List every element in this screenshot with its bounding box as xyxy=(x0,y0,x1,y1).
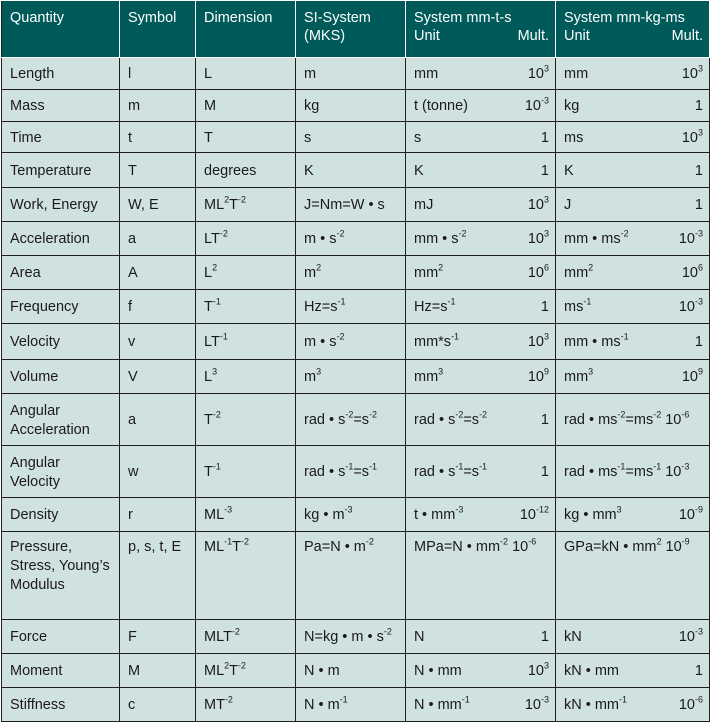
mmts-cell xyxy=(406,256,556,290)
mmts-unit: t (tonne) xyxy=(414,98,468,114)
si-unit-cell: rad • $s^{-1}=s^{-1}$ xyxy=(296,446,406,498)
quantity-cell: Density xyxy=(2,498,120,532)
header-symbol: Symbol xyxy=(120,1,196,58)
header-mmkgms-title: System mm-kg-ms xyxy=(564,10,685,26)
mmts-cell xyxy=(406,688,556,722)
mmkgms-multiplier: $10^{-3}$ xyxy=(678,230,703,247)
header-mmts-mult: Mult. xyxy=(517,28,549,44)
table-row xyxy=(2,498,710,532)
mmkgms-multiplier: $10^9$ xyxy=(681,368,703,385)
symbol-cell: l xyxy=(120,58,196,90)
si-unit-cell: rad • $s^{-2}=s^{-2}$ xyxy=(296,394,406,446)
quantity-cell: Temperature xyxy=(2,153,120,188)
symbol-cell: m xyxy=(120,90,196,122)
mmkgms-unit: GPa=kN • $mm^2$ $10^{-9}$ xyxy=(564,538,690,555)
mmts-multiplier: $10^3$ xyxy=(527,333,549,350)
table-row xyxy=(2,122,710,153)
dimension-cell: M xyxy=(196,90,296,122)
dimension-cell: $T^{-1}$ xyxy=(196,290,296,324)
mmts-unit: $Hz=s^{-1}$ xyxy=(414,298,456,315)
mmkgms-unit: rad • $ms^{-1}=ms^{-1}$ $10^{-3}$ xyxy=(564,463,690,480)
si-unit-cell: s xyxy=(296,122,406,153)
mmts-cell xyxy=(406,58,556,90)
header-quantity: Quantity xyxy=(2,1,120,58)
mmts-multiplier: 1 xyxy=(540,162,549,179)
table-row xyxy=(2,360,710,394)
units-table xyxy=(1,0,710,722)
mmkgms-cell xyxy=(556,360,710,394)
dimension-cell: $MLT^{-2}$ xyxy=(196,620,296,654)
quantity-cell: Angular Velocity xyxy=(2,446,120,498)
mmts-unit: MPa=N • $mm^{-2}$ $10^{-6}$ xyxy=(414,538,537,555)
si-unit-cell: K xyxy=(296,153,406,188)
si-unit-cell: $Hz=s^{-1}$ xyxy=(296,290,406,324)
table-row xyxy=(2,256,710,290)
quantity-cell: Stiffness xyxy=(2,688,120,722)
dimension-cell: T xyxy=(196,122,296,153)
si-unit-cell: $m^3$ xyxy=(296,360,406,394)
mmkgms-unit: mm • $ms^{-1}$ xyxy=(564,333,629,350)
table-row xyxy=(2,446,710,498)
mmts-unit: mm • $s^{-2}$ xyxy=(414,230,467,247)
mmkgms-unit: rad • $ms^{-2}=ms^{-2}$ $10^{-6}$ xyxy=(564,411,690,428)
mmkgms-multiplier: $10^3$ xyxy=(681,65,703,82)
mmkgms-cell xyxy=(556,532,710,620)
mmts-cell xyxy=(406,90,556,122)
mmts-cell xyxy=(406,122,556,153)
si-unit-cell: N • $m^{-1}$ xyxy=(296,688,406,722)
dimension-cell: $LT^{-1}$ xyxy=(196,324,296,360)
mmkgms-unit: kN xyxy=(564,629,582,645)
si-unit-cell: m xyxy=(296,58,406,90)
dimension-cell: $L^2$ xyxy=(196,256,296,290)
quantity-cell: Acceleration xyxy=(2,222,120,256)
mmkgms-unit: $mm^2$ xyxy=(564,264,594,281)
mmts-multiplier: 1 xyxy=(540,412,549,428)
quantity-cell: Velocity xyxy=(2,324,120,360)
mmts-multiplier: 1 xyxy=(540,129,549,146)
mmkgms-cell xyxy=(556,688,710,722)
quantity-cell: Length xyxy=(2,58,120,90)
dimension-cell: $T^{-1}$ xyxy=(196,446,296,498)
header-system-mm-t-s xyxy=(406,1,556,58)
mmkgms-cell xyxy=(556,394,710,446)
mmts-unit: rad • $s^{-2}=s^{-2}$ xyxy=(414,411,488,428)
mmts-cell xyxy=(406,188,556,222)
mmkgms-multiplier: $10^{-9}$ xyxy=(678,506,703,523)
mmts-multiplier: $10^9$ xyxy=(527,368,549,385)
symbol-cell: r xyxy=(120,498,196,532)
mmkgms-multiplier: 1 xyxy=(694,162,703,179)
mmkgms-unit: kg xyxy=(564,98,580,114)
symbol-cell: F xyxy=(120,620,196,654)
mmts-unit: mm xyxy=(414,66,439,82)
mmts-multiplier: 1 xyxy=(540,464,549,480)
quantity-cell: Mass xyxy=(2,90,120,122)
si-unit-cell: Pa=N • $m^{-2}$ xyxy=(296,532,406,620)
table-row xyxy=(2,532,710,620)
symbol-cell: a xyxy=(120,394,196,446)
quantity-cell: Pressure, Stress, Young’s Modulus xyxy=(2,532,120,620)
dimension-cell: $LT^{-2}$ xyxy=(196,222,296,256)
table-row xyxy=(2,290,710,324)
mmts-unit: N xyxy=(414,629,425,645)
si-unit-cell: $m^2$ xyxy=(296,256,406,290)
mmts-unit: N • $mm^{-1}$ xyxy=(414,696,470,713)
mmts-unit: $mm*s^{-1}$ xyxy=(414,333,460,350)
mmkgms-multiplier: 1 xyxy=(694,98,703,114)
quantity-cell: Area xyxy=(2,256,120,290)
mmkgms-cell xyxy=(556,290,710,324)
table-row xyxy=(2,153,710,188)
dimension-cell: $L^3$ xyxy=(196,360,296,394)
symbol-cell: W, E xyxy=(120,188,196,222)
mmts-unit: K xyxy=(414,162,424,179)
mmts-cell xyxy=(406,498,556,532)
mmts-unit: s xyxy=(414,129,422,146)
mmts-cell xyxy=(406,153,556,188)
mmkgms-unit: mm • $ms^{-2}$ xyxy=(564,230,629,247)
table-row xyxy=(2,654,710,688)
mmts-multiplier: $10^3$ xyxy=(527,230,549,247)
mmts-cell xyxy=(406,290,556,324)
mmkgms-unit: mm xyxy=(564,66,589,82)
mmkgms-cell xyxy=(556,188,710,222)
mmts-multiplier: $10^{-3}$ xyxy=(524,696,549,713)
mmkgms-cell xyxy=(556,90,710,122)
mmts-multiplier: $10^{-12}$ xyxy=(519,506,549,523)
dimension-cell: $ML^{-1}T^{-2}$ xyxy=(196,532,296,620)
si-unit-cell: m • $s^{-2}$ xyxy=(296,222,406,256)
mmkgms-multiplier: 1 xyxy=(694,197,703,213)
dimension-cell: $ML^2T^{-2}$ xyxy=(196,188,296,222)
table-row xyxy=(2,394,710,446)
table-row xyxy=(2,90,710,122)
si-unit-cell: N • m xyxy=(296,654,406,688)
mmts-multiplier: $10^{-3}$ xyxy=(524,97,549,114)
mmts-cell xyxy=(406,532,556,620)
mmts-cell xyxy=(406,654,556,688)
mmkgms-cell xyxy=(556,498,710,532)
mmts-unit: N • mm xyxy=(414,663,462,679)
dimension-cell: L xyxy=(196,58,296,90)
symbol-cell: t xyxy=(120,122,196,153)
mmkgms-unit: J xyxy=(564,197,572,213)
quantity-cell: Moment xyxy=(2,654,120,688)
table-row xyxy=(2,620,710,654)
mmts-multiplier: 1 xyxy=(540,629,549,645)
si-unit-cell: kg xyxy=(296,90,406,122)
quantity-cell: Work, Energy xyxy=(2,188,120,222)
table-body xyxy=(2,58,710,722)
mmts-cell xyxy=(406,394,556,446)
mmkgms-multiplier: $10^{-6}$ xyxy=(678,696,703,713)
mmkgms-cell xyxy=(556,620,710,654)
mmts-multiplier: 1 xyxy=(540,299,549,315)
mmts-multiplier: $10^3$ xyxy=(527,196,549,213)
header-row xyxy=(2,1,710,58)
si-unit-cell: kg • $m^{-3}$ xyxy=(296,498,406,532)
header-mmkgms-unit: Unit xyxy=(564,28,590,44)
table-row xyxy=(2,688,710,722)
symbol-cell: p, s, t, E xyxy=(120,532,196,620)
mmts-unit: $mm^2$ xyxy=(414,264,444,281)
mmts-unit: mJ xyxy=(414,197,434,213)
mmts-cell xyxy=(406,446,556,498)
header-si-system xyxy=(296,1,406,58)
mmkgms-unit: kN • $mm^{-1}$ xyxy=(564,696,628,713)
dimension-cell: $ML^2T^{-2}$ xyxy=(196,654,296,688)
mmts-unit: $mm^3$ xyxy=(414,368,444,385)
header-mmts-title: System mm-t-s xyxy=(414,10,512,26)
symbol-cell: a xyxy=(120,222,196,256)
mmts-unit: rad • $s^{-1}=s^{-1}$ xyxy=(414,463,488,480)
table-row xyxy=(2,58,710,90)
dimension-cell: $ML^{-3}$ xyxy=(196,498,296,532)
mmkgms-cell xyxy=(556,153,710,188)
header-mmts-unit: Unit xyxy=(414,28,440,44)
mmkgms-unit: $mm^3$ xyxy=(564,368,594,385)
table-row xyxy=(2,324,710,360)
mmkgms-cell xyxy=(556,58,710,90)
mmkgms-cell xyxy=(556,446,710,498)
mmkgms-cell xyxy=(556,222,710,256)
header-dimension: Dimension xyxy=(196,1,296,58)
mmkgms-multiplier: $10^{-3}$ xyxy=(678,298,703,315)
mmts-multiplier: $10^6$ xyxy=(527,264,549,281)
symbol-cell: T xyxy=(120,153,196,188)
header-system-mm-kg-ms xyxy=(556,1,710,58)
mmkgms-unit: kg • $mm^3$ xyxy=(564,506,622,523)
header-mmkgms-mult: Mult. xyxy=(671,28,703,44)
mmkgms-multiplier: $10^3$ xyxy=(681,128,703,146)
quantity-cell: Volume xyxy=(2,360,120,394)
mmkgms-cell xyxy=(556,122,710,153)
si-unit-cell: J=Nm=W • s xyxy=(296,188,406,222)
symbol-cell: f xyxy=(120,290,196,324)
mmkgms-cell xyxy=(556,324,710,360)
mmkgms-unit: $ms^{-1}$ xyxy=(564,298,592,315)
mmts-multiplier: $10^3$ xyxy=(527,65,549,82)
symbol-cell: w xyxy=(120,446,196,498)
symbol-cell: M xyxy=(120,654,196,688)
symbol-cell: c xyxy=(120,688,196,722)
dimension-cell: $MT^{-2}$ xyxy=(196,688,296,722)
si-unit-cell: m • $s^{-2}$ xyxy=(296,324,406,360)
mmkgms-multiplier: $10^{-3}$ xyxy=(678,628,703,645)
table-row xyxy=(2,222,710,256)
quantity-cell: Force xyxy=(2,620,120,654)
mmts-cell xyxy=(406,360,556,394)
symbol-cell: A xyxy=(120,256,196,290)
mmkgms-multiplier: 1 xyxy=(694,334,703,350)
mmts-cell xyxy=(406,324,556,360)
mmkgms-unit: ms xyxy=(564,129,584,146)
mmkgms-cell xyxy=(556,654,710,688)
mmkgms-multiplier: 1 xyxy=(694,663,703,679)
mmts-multiplier: $10^3$ xyxy=(527,662,549,679)
quantity-cell: Angular Acceleration xyxy=(2,394,120,446)
mmts-cell xyxy=(406,222,556,256)
symbol-cell: V xyxy=(120,360,196,394)
header-si-line1: SI-System xyxy=(304,10,371,26)
quantity-cell: Frequency xyxy=(2,290,120,324)
mmkgms-unit: K xyxy=(564,162,574,179)
mmkgms-multiplier: $10^6$ xyxy=(681,264,703,281)
mmkgms-cell xyxy=(556,256,710,290)
si-unit-cell: N=kg • m • $s^{-2}$ xyxy=(296,620,406,654)
dimension-cell: degrees xyxy=(196,153,296,188)
mmts-unit: t • $mm^{-3}$ xyxy=(414,506,464,523)
quantity-cell: Time xyxy=(2,122,120,153)
table-row xyxy=(2,188,710,222)
header-si-line2: (MKS) xyxy=(304,28,346,44)
mmkgms-unit: kN • mm xyxy=(564,663,620,679)
symbol-cell: v xyxy=(120,324,196,360)
dimension-cell: $T^{-2}$ xyxy=(196,394,296,446)
mmts-cell xyxy=(406,620,556,654)
